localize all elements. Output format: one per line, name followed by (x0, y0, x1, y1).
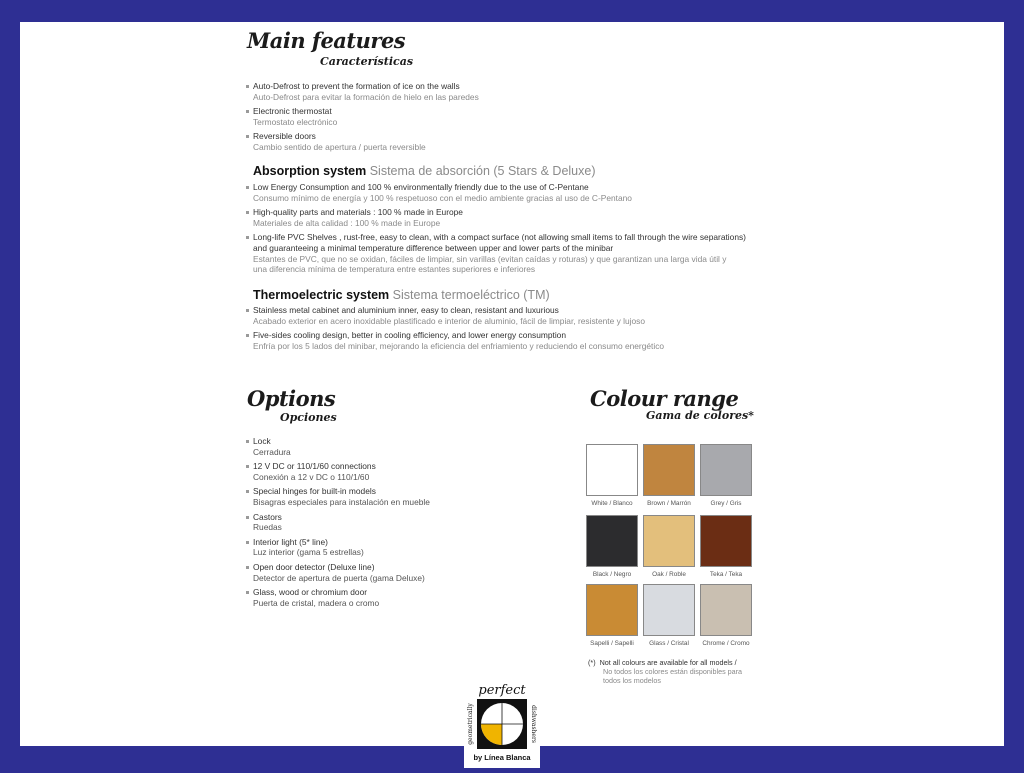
swatch-color (700, 584, 752, 636)
list-item: Interior light (5* line) Luz interior (gama 5 estrellas) (246, 537, 430, 558)
swatch-label: Sapelli / Sapelli (590, 640, 634, 647)
list-item: Castors Ruedas (246, 512, 430, 533)
note-es-line2: todos los modelos (603, 676, 661, 685)
logo-right-text: dishwashers (530, 705, 537, 743)
colour-range-subtitle: Gama de colores* (646, 409, 754, 422)
absorption-title-es: Sistema de absorción (5 Stars & Deluxe) (369, 164, 596, 178)
swatch-color (643, 584, 695, 636)
list-item: Five-sides cooling design, better in cooling efficiency, and lower energy consumption Enfría por los 5 lados del minibar, mejorando la eficiencia del enfriamiento y reduciendo el consumo energético (246, 330, 664, 351)
swatch-brown (643, 444, 695, 507)
swatch-chrome (700, 584, 752, 647)
swatch-oak (643, 515, 695, 578)
absorption-title: Absorption system (253, 164, 367, 178)
list-item: High-quality parts and materials : 100 % made in Europe Materiales de alta calidad : 100 % made in Europe (246, 207, 746, 228)
note-marker: (*) (588, 658, 596, 667)
list-item: 12 V DC or 110/1/60 connections Conexión a 12 v DC o 110/1/60 (246, 461, 430, 482)
perfect-logo (464, 683, 540, 768)
list-item: Long-life PVC Shelves , rust-free, easy to clean, with a compact surface (not allowing small items to fall through the wire separations) and guaranteeing a minimal temperature difference between upper and lower parts of the minibar Estantes de PVC, que no se oxidan, fáciles de limpiar, sin varillas (evitan caídas y roturas) y que garantizan una larga vida útil y una diferencia mínima de temperatura entre estantes superiores e inferiores (246, 232, 746, 274)
note-es-line1: No todos los colores están disponibles para (603, 667, 743, 676)
swatch-label: White / Blanco (591, 500, 633, 507)
swatch-color (700, 444, 752, 496)
swatch-color (700, 515, 752, 567)
list-item: Glass, wood or chromium door Puerta de cristal, madera o cromo (246, 587, 430, 608)
list-item: Reversible doors Cambio sentido de apertura / puerta reversible (246, 131, 479, 152)
logo-word: perfect (478, 683, 526, 698)
note-en: Not all colours are available for all models / (599, 658, 737, 667)
colour-availability-note (588, 658, 788, 685)
swatch-color (586, 444, 638, 496)
thermo-title: Thermoelectric system (253, 288, 390, 302)
swatch-label: Oak / Roble (652, 571, 686, 578)
main-features-subtitle: Características (320, 55, 414, 68)
swatch-label: Brown / Marrón (647, 500, 691, 507)
colour-range-title: Colour range (590, 386, 739, 411)
list-item: Auto-Defrost to prevent the formation of ice on the walls Auto-Defrost para evitar la formación de hielo en las paredes (246, 81, 479, 102)
swatch-sapelli (586, 584, 638, 647)
logo-left-text: geometrically (467, 703, 474, 745)
main-features-title: Main features (247, 28, 406, 53)
thermo-list (246, 305, 664, 355)
swatch-white (586, 444, 638, 507)
swatch-black (586, 515, 638, 578)
swatch-color (643, 515, 695, 567)
absorption-heading (253, 164, 596, 178)
brochure-page (20, 22, 1004, 746)
thermo-title-es: Sistema termoeléctrico (TM) (392, 288, 550, 302)
list-item: Electronic thermostat Termostato electrónico (246, 106, 479, 127)
swatch-teka (700, 515, 752, 578)
logo-brand: by Línea Blanca (473, 753, 531, 762)
swatch-label: Teka / Teka (709, 571, 743, 578)
swatch-glass (643, 584, 695, 647)
logo-graphic (464, 683, 540, 768)
list-item: Open door detector (Deluxe line) Detector de apertura de puerta (gama Deluxe) (246, 562, 430, 583)
swatch-label: Glass / Cristal (649, 640, 689, 647)
thermo-heading (253, 288, 550, 302)
swatch-label: Chrome / Cromo (702, 640, 750, 647)
main-features-list (246, 81, 479, 157)
list-item: Stainless metal cabinet and aluminium inner, easy to clean, resistant and luxurious Acabado exterior en acero inoxidable plastificado e interior de aluminio, fácil de limpiar, resistente y lujoso (246, 305, 664, 326)
list-item: Lock Cerradura (246, 436, 430, 457)
options-list (246, 436, 430, 612)
swatch-label: Black / Negro (592, 571, 632, 578)
list-item: Special hinges for built-in models Bisagras especiales para instalación en mueble (246, 486, 430, 507)
swatch-label: Grey / Gris (710, 500, 742, 507)
options-title: Options (247, 386, 336, 411)
swatch-color (586, 584, 638, 636)
swatch-color (586, 515, 638, 567)
list-item: Low Energy Consumption and 100 % environmentally friendly due to the use of C-Pentane Consumo mínimo de energía y 100 % respetuoso con el medio ambiente gracias al uso de C-Pentano (246, 182, 746, 203)
swatch-grey (700, 444, 752, 507)
swatch-color (643, 444, 695, 496)
absorption-list (246, 182, 746, 279)
options-subtitle: Opciones (280, 411, 337, 424)
